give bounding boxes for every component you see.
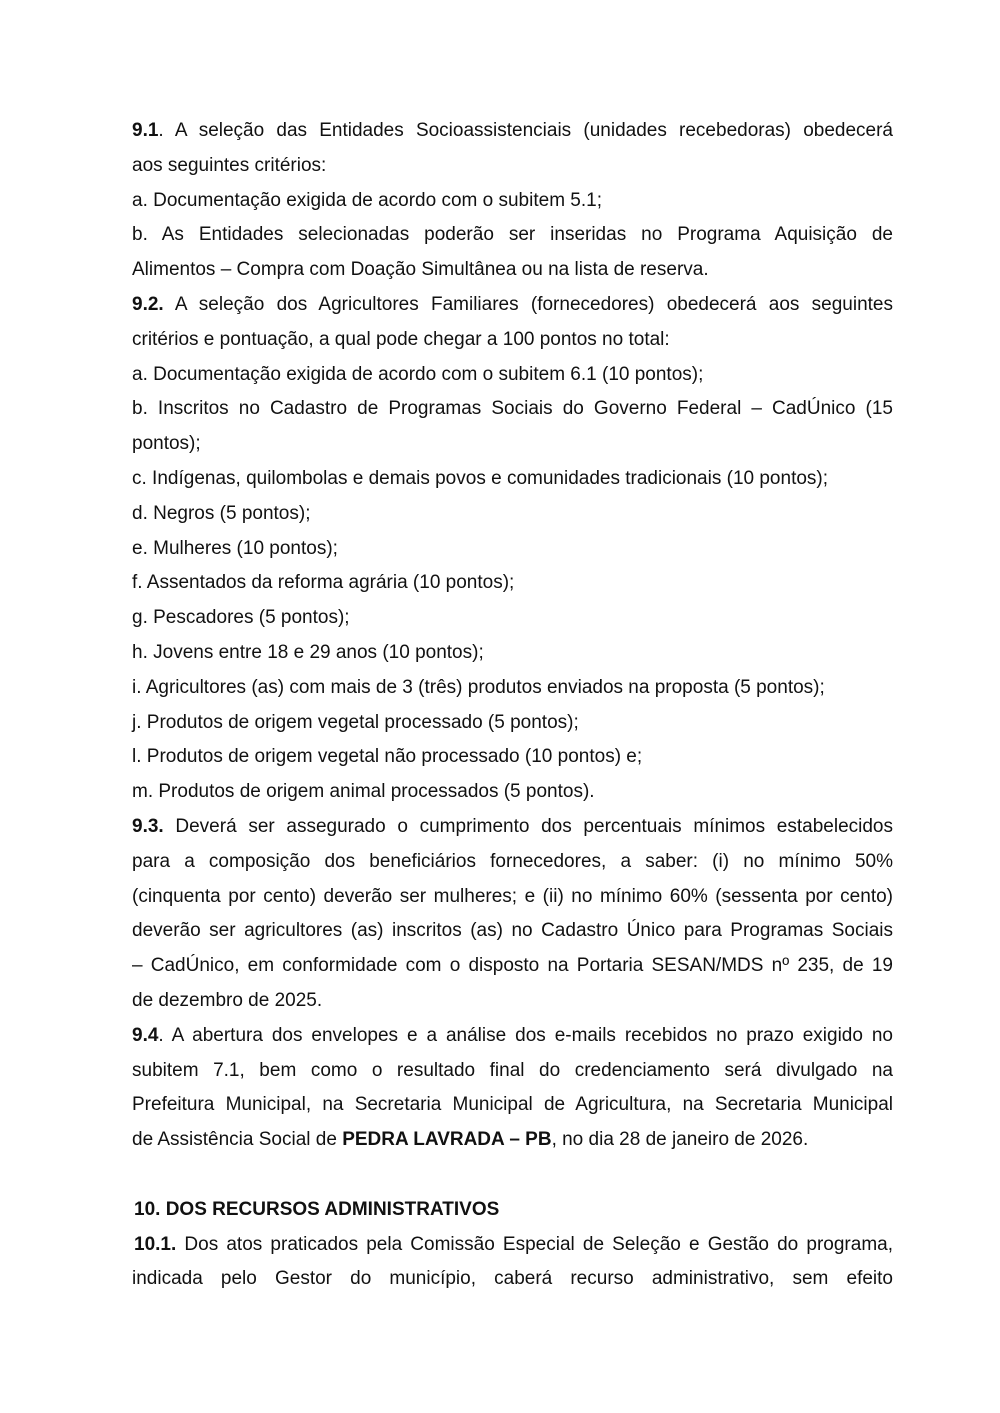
bold-text: 10. DOS RECURSOS ADMINISTRATIVOS [134,1198,500,1220]
text-segment: critérios e pontuação, a qual pode chegar a 100 pontos no total: [132,328,670,350]
text-line [132,258,893,293]
text-line [132,745,893,780]
text-segment: b. As Entidades selecionadas poderão ser inseridas no Programa Aquisição de [132,224,893,246]
text-line [132,432,893,467]
text-segment: l. Produtos de origem vegetal não processado (10 pontos) e; [132,746,643,768]
bold-text: 9.4 [132,1024,159,1046]
text-segment: Dos atos praticados pela Comissão Especial de Seleção e Gestão do programa, [176,1233,893,1255]
text-line [132,189,893,224]
text-segment: aos seguintes critérios: [132,154,327,176]
text-line [132,119,893,154]
text-segment: Alimentos – Compra com Doação Simultânea ou na lista de reserva. [132,259,709,281]
text-line [132,1128,893,1163]
text-segment: a. Documentação exigida de acordo com o subitem 6.1 (10 pontos); [132,363,704,385]
text-line [132,1024,893,1059]
document-page [132,119,893,1302]
text-segment: Deverá ser assegurado o cumprimento dos percentuais mínimos estabelecidos [163,815,893,837]
text-line [132,571,893,606]
text-segment: – CadÚnico, em conformidade com o disposto na Portaria SESAN/MDS nº 235, de 19 [132,955,893,977]
text-line [132,1163,893,1198]
text-line [132,1059,893,1094]
text-segment: indicada pelo Gestor do município, caberá recurso administrativo, sem efeito [132,1268,893,1290]
text-line [132,641,893,676]
text-line [132,850,893,885]
text-segment: . A abertura dos envelopes e a análise dos e-mails recebidos no prazo exigido no [158,1024,893,1046]
text-line [132,502,893,537]
text-segment: de Assistência Social de [132,1129,343,1151]
text-line [132,919,893,954]
bold-text: 9.2. [132,293,164,315]
text-segment: deverão ser agricultores (as) inscritos (as) no Cadastro Único para Programas Sociais [132,920,893,942]
bold-text: PEDRA LAVRADA – PB [342,1129,552,1151]
text-line [132,328,893,363]
text-segment: a. Documentação exigida de acordo com o subitem 5.1; [132,189,602,211]
text-segment: . A seleção das Entidades Socioassistenciais (unidades recebedoras) obedecerá [158,120,893,141]
text-segment: Prefeitura Municipal, na Secretaria Municipal de Agricultura, na Secretaria Municipal [132,1094,893,1116]
text-line [132,293,893,328]
text-segment: b. Inscritos no Cadastro de Programas Sociais do Governo Federal – CadÚnico (15 [132,398,893,420]
text-line [132,397,893,432]
text-segment: e. Mulheres (10 pontos); [132,537,338,559]
text-segment: , no dia 28 de janeiro de 2026. [551,1129,809,1151]
text-line [132,711,893,746]
text-line [132,676,893,711]
text-segment: i. Agricultores (as) com mais de 3 (três) produtos enviados na proposta (5 pontos); [132,676,825,698]
text-segment: pontos); [132,433,201,455]
text-line [132,1267,893,1302]
text-line [132,467,893,502]
text-line [132,989,893,1024]
text-segment: g. Pescadores (5 pontos); [132,607,350,629]
text-line [132,154,893,189]
text-line [132,954,893,989]
text-segment: f. Assentados da reforma agrária (10 pontos); [132,572,515,594]
text-segment: A seleção dos Agricultores Familiares (fornecedores) obedecerá aos seguintes [163,293,893,315]
text-line [132,815,893,850]
section-heading [132,1198,893,1233]
bold-text: 10.1. [134,1233,177,1255]
text-line [132,1093,893,1128]
text-segment: m. Produtos de origem animal processados (5 pontos). [132,781,595,803]
text-line [132,223,893,258]
text-segment: j. Produtos de origem vegetal processado (5 pontos); [132,711,579,733]
text-line [132,363,893,398]
bold-text: 9.1 [132,120,159,141]
text-line [132,606,893,641]
text-segment: para a composição dos beneficiários fornecedores, a saber: (i) no mínimo 50% [132,850,893,872]
text-line [132,537,893,572]
text-segment: h. Jovens entre 18 e 29 anos (10 pontos); [132,641,484,663]
bold-text: 9.3. [132,815,164,837]
text-line [132,780,893,815]
text-segment: c. Indígenas, quilombolas e demais povos e comunidades tradicionais (10 pontos); [132,467,829,489]
text-line [132,885,893,920]
text-segment: d. Negros (5 pontos); [132,502,311,524]
text-segment: (cinquenta por cento) deverão ser mulheres; e (ii) no mínimo 60% (sessenta por cento) [132,885,893,907]
text-line [132,1233,893,1268]
text-segment: de dezembro de 2025. [132,989,323,1011]
text-segment: subitem 7.1, bem como o resultado final do credenciamento será divulgado na [132,1059,893,1081]
